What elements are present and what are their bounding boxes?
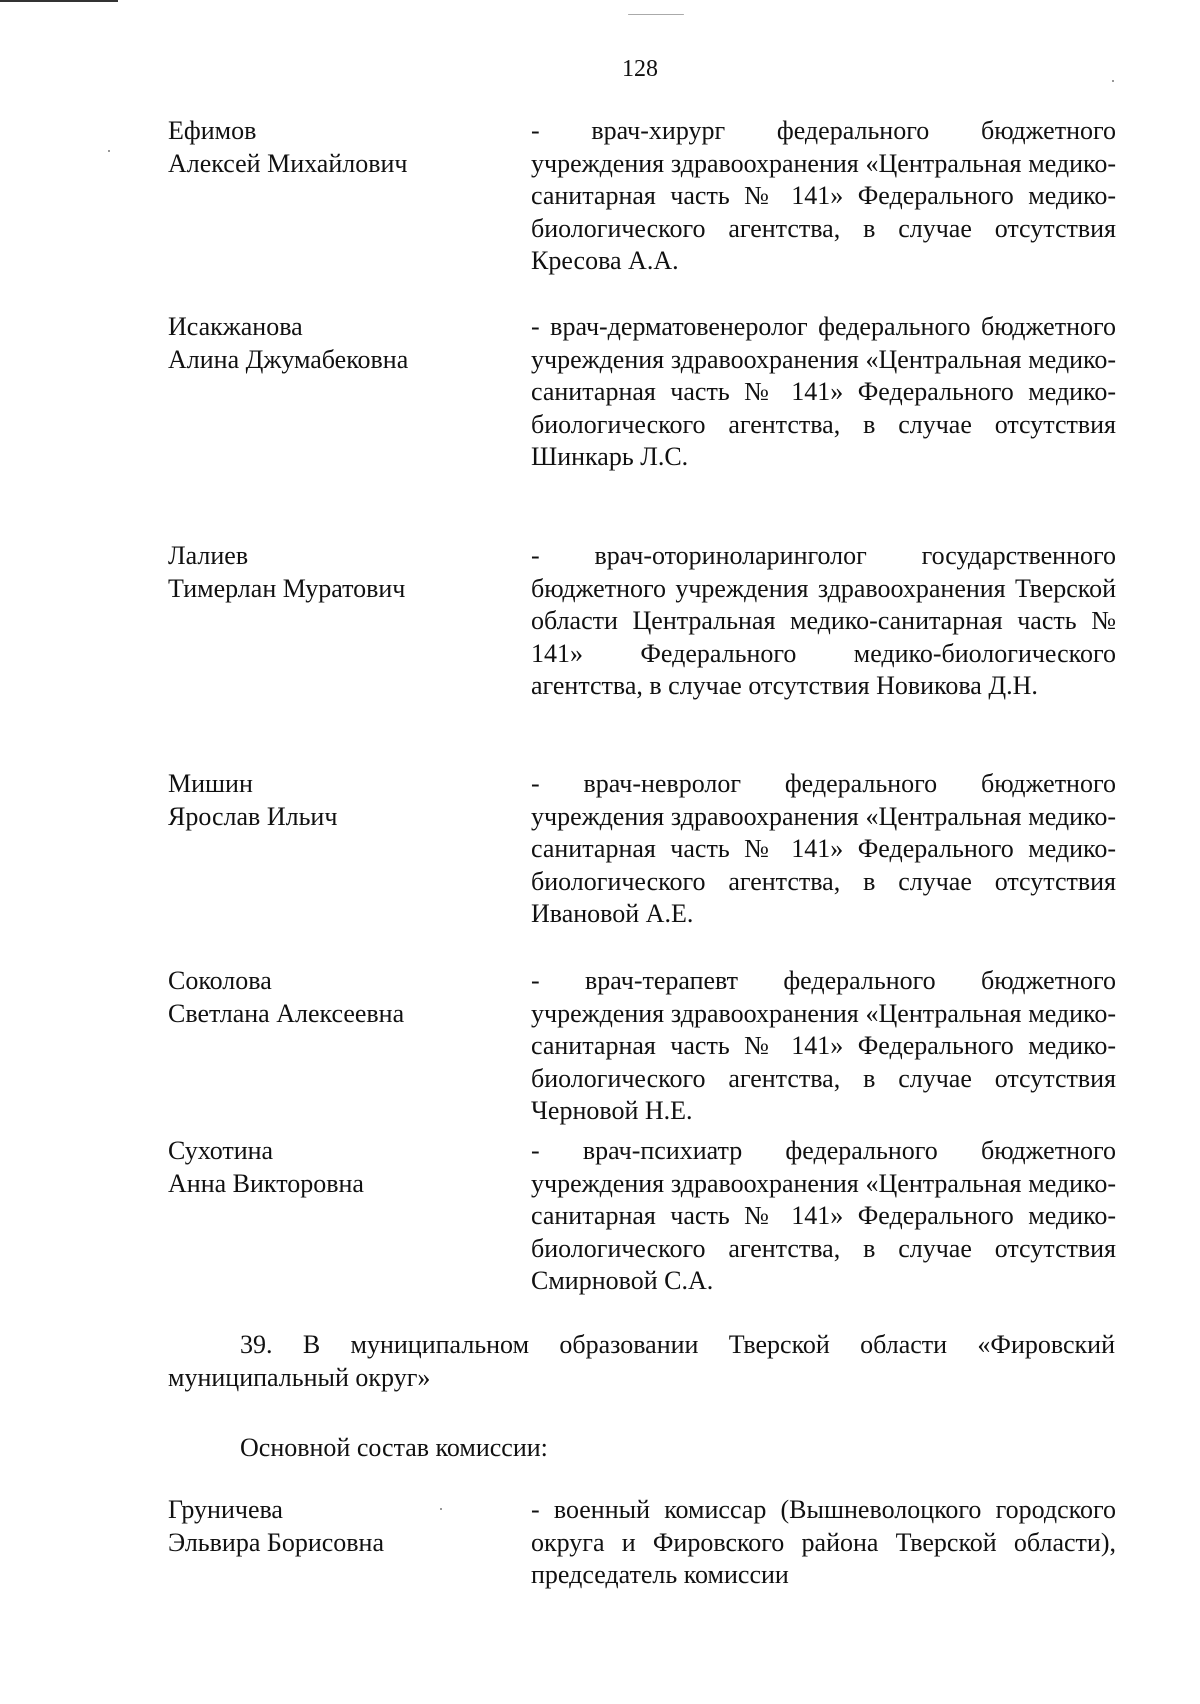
member-given-name: Светлана Алексеевна: [168, 998, 405, 1028]
member-description: - врач-хирург федерального бюджетного учреждения здравоохранения «Центральная медико-санитарная часть № 141» Федерального медико-биологического агентства, в случае отсутствия Кресова А.А.: [531, 116, 1116, 275]
member-name: [168, 311, 528, 376]
member-given-name: Ярослав Ильич: [168, 801, 338, 831]
member-surname: Соколова: [168, 966, 272, 995]
member-name: [168, 1494, 528, 1559]
member-description: - врач-оториноларинголог государственного бюджетного учреждения здравоохранения Тверской области Центральная медико-санитарная часть № 141» Федерального медико-биологического агентства, в случае отсутствия Новикова Д.Н.: [531, 541, 1116, 700]
member-description: - врач-дерматовенеролог федерального бюджетного учреждения здравоохранения «Центральная медико-санитарная часть № 141» Федерального медико-биологического агентства, в случае отсутствия Шинкарь Л.С.: [531, 312, 1116, 471]
scan-edge-line: [0, 0, 118, 2]
member-surname: Сухотина: [168, 1136, 274, 1165]
member-surname: Ефимов: [168, 116, 257, 145]
section-39-heading: 39. В муниципальном образовании Тверской области «Фировский муниципальный округ»: [168, 1330, 1115, 1392]
member-given-name: Анна Викторовна: [168, 1168, 364, 1198]
member-name: [168, 965, 528, 1030]
member-name: [168, 768, 528, 833]
page-number: 128: [622, 56, 658, 82]
member-given-name: Алексей Михайлович: [168, 148, 408, 178]
member-surname: Лалиев: [168, 541, 249, 570]
member-given-name: Алина Джумабековна: [168, 344, 409, 374]
member-surname: Исакжанова: [168, 312, 303, 341]
scan-speck: [108, 150, 110, 152]
main-composition-heading: Основной состав комиссии:: [240, 1433, 548, 1462]
member-name: [168, 115, 528, 180]
member-given-name: Эльвира Борисовна: [168, 1527, 384, 1557]
member-given-name: Тимерлан Муратович: [168, 573, 406, 603]
member-name: [168, 1135, 528, 1200]
member-name: [168, 540, 528, 605]
member-description: - военный комиссар (Вышневолоцкого городского округа и Фировского района Тверской области), председатель комиссии: [531, 1495, 1116, 1589]
member-description: - врач-терапевт федерального бюджетного учреждения здравоохранения «Центральная медико-санитарная часть № 141» Федерального медико-биологического агентства, в случае отсутствия Черновой Н.Е.: [531, 966, 1116, 1125]
member-surname: Мишин: [168, 769, 253, 798]
member-surname: Груничева: [168, 1495, 283, 1524]
scan-speck: [628, 14, 684, 15]
member-description: - врач-психиатр федерального бюджетного учреждения здравоохранения «Центральная медико-санитарная часть № 141» Федерального медико-биологического агентства, в случае отсутствия Смирновой С.А.: [531, 1136, 1116, 1295]
member-description: - врач-невролог федерального бюджетного учреждения здравоохранения «Центральная медико-санитарная часть № 141» Федерального медико-биологического агентства, в случае отсутствия Ивановой А.Е.: [531, 769, 1116, 928]
